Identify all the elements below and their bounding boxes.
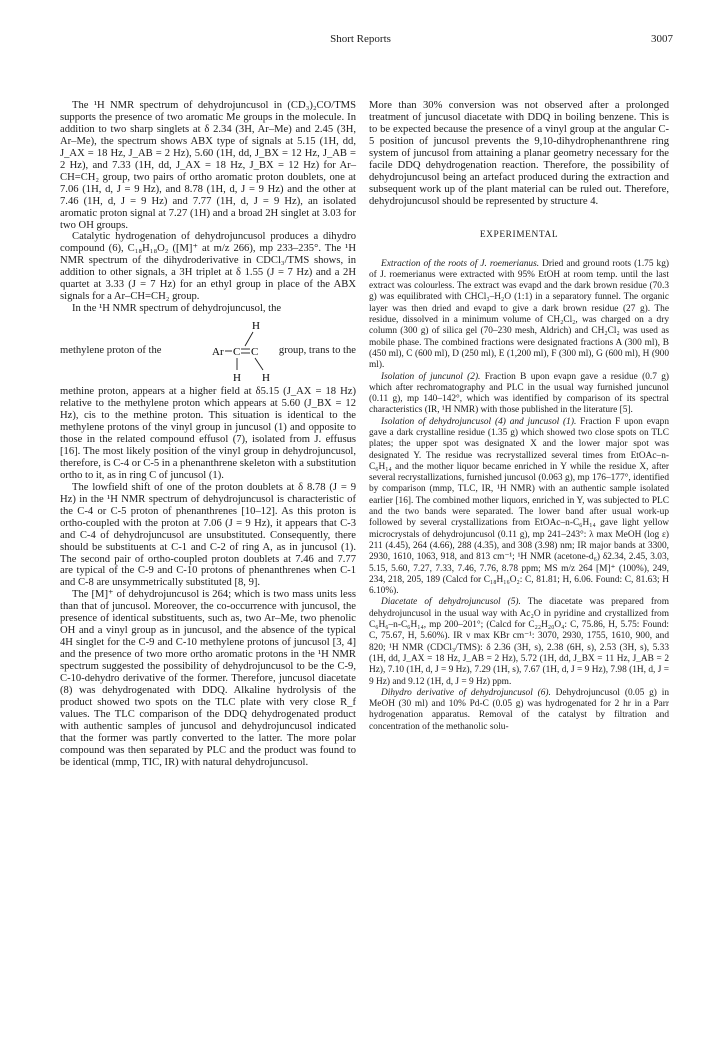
right-column (369, 100, 669, 733)
page-number: 3007 (651, 33, 673, 45)
isolation-juncunol-lead: Isolation of juncunol (2). (381, 371, 481, 382)
bond-h-top (245, 332, 253, 346)
struct-c-left: C (232, 346, 241, 359)
paragraph-vinyl-lead: In the ¹H NMR spectrum of dehydrojuncusol, the (72, 303, 282, 315)
isolation-dehydrojuncusol-lead: Isolation of dehydrojuncusol (4) and juncusol (1). (381, 416, 577, 427)
paragraph-conversion: More than 30% conversion was not observed after a prolonged treatment of juncusol diacetate with DDQ in boiling benzene. This is to be expected because the presence of a vinyl group at the angular C-5 position of juncusol prevents the 9,10-dihydrophenanthrene ring system of juncusol from attaining a planar geometry necessary for the facile DDQ dehydrogenation reaction. Therefore, the possibility of dehydrojuncusol being an artefact produced during the extraction and subsequent work up of the plant material can be ruled out. Therefore, dehydrojuncusol should be represented by structure 4. (369, 100, 669, 207)
struct-h-bl: H (232, 372, 241, 385)
paragraph-isolation-dehydrojuncusol (369, 417, 669, 598)
vinyl-group-diagram (212, 318, 276, 384)
struct-c-right: C (250, 346, 259, 359)
paragraph-mass-units: The [M]⁺ of dehydrojuncusol is 264; which is two mass units less than that of juncusol. Moreover, the co-occurrence with juncusol, the presence of identical substituents, such as, two Ar–Me, two phenolic OH and a vinyl group as in juncusol, and the absence of the typical 4H singlet for the C-9 and C-10 methylene protons of juncusol [3, 4] and the presence of two more ortho aromatic protons in the ¹H NMR spectrum suggested the possibility of dehydrojuncusol to be the C-9, C-10-dehydro derivative of the former. Therefore, juncusol diacetate (8) was dehydrogenated with DDQ. Alkaline hydrolysis of the product showed two spots on the TLC plate with very close R_f values. The TLC comparison of the DDQ dehydrogenated product with authentic samples of juncusol and dehydrojuncusol indicated that the former was partly converted to the latter. The more polar compound was then separated by PLC and the product was found to be identical (mmp, TIC, IR) with natural dehydrojuncusol. (60, 589, 356, 768)
left-column (60, 100, 356, 769)
running-title: Short Reports (330, 33, 391, 45)
paragraph-isolation-juncunol (369, 372, 669, 417)
diacetate-lead: Diacetate of dehydrojuncusol (5). (381, 597, 521, 608)
struct-h-br: H (261, 372, 270, 385)
paragraph-diacetate (369, 597, 669, 687)
paragraph-hydrogenation: Catalytic hydrogenation of dehydrojuncusol produces a dihydro compound (6), C₁₈H₁₈O₂ ([M]⁺ at m/z 266), mp 233–235°. The ¹H NMR spectrum of the dihydroderivative in CDCl₃/TMS shows, in addition to other signals, a 3H triplet at δ 1.55 (J = 7 Hz) and a 2H quartet at 3.33 (J = 7 Hz) for an ethyl group in place of the ABX signals for a Ar–CH=CH₂ group. (60, 231, 356, 303)
struct-text-left: methylene proton of the (60, 345, 162, 357)
vinyl-group-structure-line (60, 318, 356, 384)
diacetate-body: The diacetate was prepared from dehydrojuncusol in the usual way with Ac₂O in pyridine and crystallized from C₆H₆–n-C₆H₁₄, mp 200–201°; (Calcd for C₂₂H₂₀O₄: C, 75.86, H, 5.75: Found: C, 75.67, H, 5.60%). IR ν max KBr cm⁻¹: 3070, 2930, 1755, 1610, 900, and 820; ¹H NMR (CDCl₃/TMS): δ 2.36 (3H, s), 2.38 (6H, s), 2.53 (3H, s), 5.33 (1H, dd, J_AX = 18 Hz, J_AB = 2 Hz), 5.72 (1H, dd, J_BX = 11 Hz, J_AB = 2 Hz), 7.10 (1H, d, J = 9 Hz), 7.29 (1H, s), 7.67 (1H, d, J = 9 Hz), 7.98 (1H, d, J = 9 Hz) and 9.12 (1H, d, J = 9 Hz) ppm. (369, 597, 669, 687)
isolation-juncunol-body: Fraction B upon evapn gave a residue (0.7 g) which after rechromatography and PLC in the usual way furnished juncunol (0.11 g), mp 140–142°, which was identified by comparison of its spectral characteristics (IR, ¹H NMR) with those published in the literature [5]. (369, 371, 669, 416)
vinyl-group-svg (212, 318, 276, 384)
bond-h-br (255, 358, 263, 370)
dihydro-body: Dehydrojuncusol (0.05 g) in MeOH (30 ml) and 10% Pd-C (0.05 g) was hydrogenated for 2 hr in a Parr hydrogenation apparatus. Removal of the catalyst by filtration and concentration of the methanolic solu- (369, 687, 669, 732)
extraction-lead: Extraction of the roots of J. roemerianus. (381, 258, 540, 269)
paragraph-extraction (369, 259, 669, 372)
paragraph-dihydro-derivative (369, 688, 669, 733)
struct-ar: Ar (211, 346, 224, 359)
section-heading-experimental: EXPERIMENTAL (479, 229, 559, 240)
paragraph-vinyl-rest: methine proton, appears at a higher field at δ5.15 (J_AX = 18 Hz) relative to the methylene proton which appears at 5.60 (J_BX = 12 Hz), cis to the methine proton. This situation is identical to the methylene protons of the vinyl group in juncusol (1) and opposite to those in the related compound effusol (7), isolated from J. effusus [16]. The most likely position of the vinyl group in dehydrojuncusol, therefore, is C-4 or C-5 in a phenanthrene skeleton with a substitution ortho to it, as in ring C of juncusol (1). (60, 386, 356, 481)
struct-text-right: group, trans to the (278, 345, 356, 357)
dihydro-lead: Dihydro derivative of dehydrojuncusol (6). (381, 687, 551, 698)
paragraph-lowfield-shift: The lowfield shift of one of the proton doublets at δ 8.78 (J = 9 Hz) in the ¹H NMR spectrum of dehydrojuncusol is characteristic of the C-4 or C-5 proton of phenanthrenes [10–12]. As this proton is ortho-coupled with the proton at 7.06 (J = 9 Hz), it appears that C-3 and C-4 of dehydrojuncusol are unsubstituted. Consequently, there should be substituents at C-1 and C-2 of ring A, as in juncusol (1). The second pair of ortho-coupled proton doublets at 7.46 and 7.77 are typical of the C-9 and C-10 protons of phenanthrenes when C-1 and C-8 are unsymmetrically substituted [8, 9]. (60, 481, 356, 589)
struct-h-top: H (251, 320, 260, 333)
paragraph-nmr-spectrum: The ¹H NMR spectrum of dehydrojuncusol in (CD₃)₂CO/TMS supports the presence of two aromatic Me groups in the molecule. In addition to two sharp singlets at δ 2.34 (3H, Ar–Me) and 2.45 (3H, Ar–Me), the spectrum shows ABX type of signals at 5.15 (1H, dd, J_AX = 18 Hz, J_AB = 2 Hz), 5.60 (1H, dd, J_BX = 12 Hz, J_AB = 2 Hz), and 7.33 (1H, dd, J_AX = 18 Hz, J_BX = 12 Hz) for Ar–CH=CH₂ group, two pairs of ortho aromatic proton doublets, one at 7.06 (1H, d, J = 9 Hz), and 8.78 (1H, d, J = 9 Hz) and the other at 7.46 (1H, d, J = 9 Hz) and 7.77 (1H, d, J = 9 Hz), an isolated aromatic proton signal at 7.27 (1H) and a broad 2H singlet at 3.03 for two OH groups. (60, 100, 356, 231)
isolation-dehydrojuncusol-body: Fraction F upon evapn gave a dark crystalline residue (1.35 g) which showed two close spots on TLC plates; the upper spot was designated X and the lower major spot was designated Y. The residue was recrystallized several times from EtOAc–n-C₆H₁₄ and the mother liquor became enriched in Y while the residue X, after several recrystallizations, furnished juncusol (0.063 g), mp 176–177°, identified by comparison (mmp, TLC, IR, ¹H NMR) with an authentic sample isolated earlier [16]. The combined mother liquors, enriched in Y, was subjected to PLC and the two bands were separated. The lower band after usual work-up followed by several crystallizations from EtOAc–n-C₆H₁₄ gave light yellow microcrystals of dehydrojuncusol (0.11 g), mp 241–243°: λ max MeOH (log ε) 211 (4.45), 264 (4.66), 288 (4.35), and 308 (3.98) nm; IR major bands at 3300, 2930, 1610, 1063, 918, and 813 cm⁻¹; ¹H NMR (acetone-d₆) δ2.34, 2.45, 3.03, 5.15, 5.60, 7.27, 7.33, 7.46, 7.76, 8.78 ppm; MS m/z 264 [M]⁺ (100%), 249, 234, 218, 205, 189 (Calcd for C₁₈H₁₆O₂: C, 81.81; H, 6.06. Found: C, 81.63; H 6.10%). (369, 416, 669, 597)
extraction-body: Dried and ground roots (1.75 kg) of J. roemerianus were extracted with 95% EtOH at room temp. until the last extract was colourless. The extract was evapd and the dark brown residue (70.3 g) was equilibrated with CHCl₃–H₂O (1:1) in a separatory funnel. The organic layer was then dried and evapd to give a dark brown residue (27 g). The residue, dissolved in a minimum volume of CH₂Cl₂, was charged on a dry column (300 g) of silica gel (70–230 mesh, Aldrich) and CH₂Cl₂ was used as mobile phase. The combined fractions were designated fractions A (300 ml), B (450 ml), C (600 ml), D (250 ml), E (1,200 ml), F (300 ml), G (600 ml), H (900 ml). (369, 258, 669, 371)
running-head (0, 33, 721, 49)
